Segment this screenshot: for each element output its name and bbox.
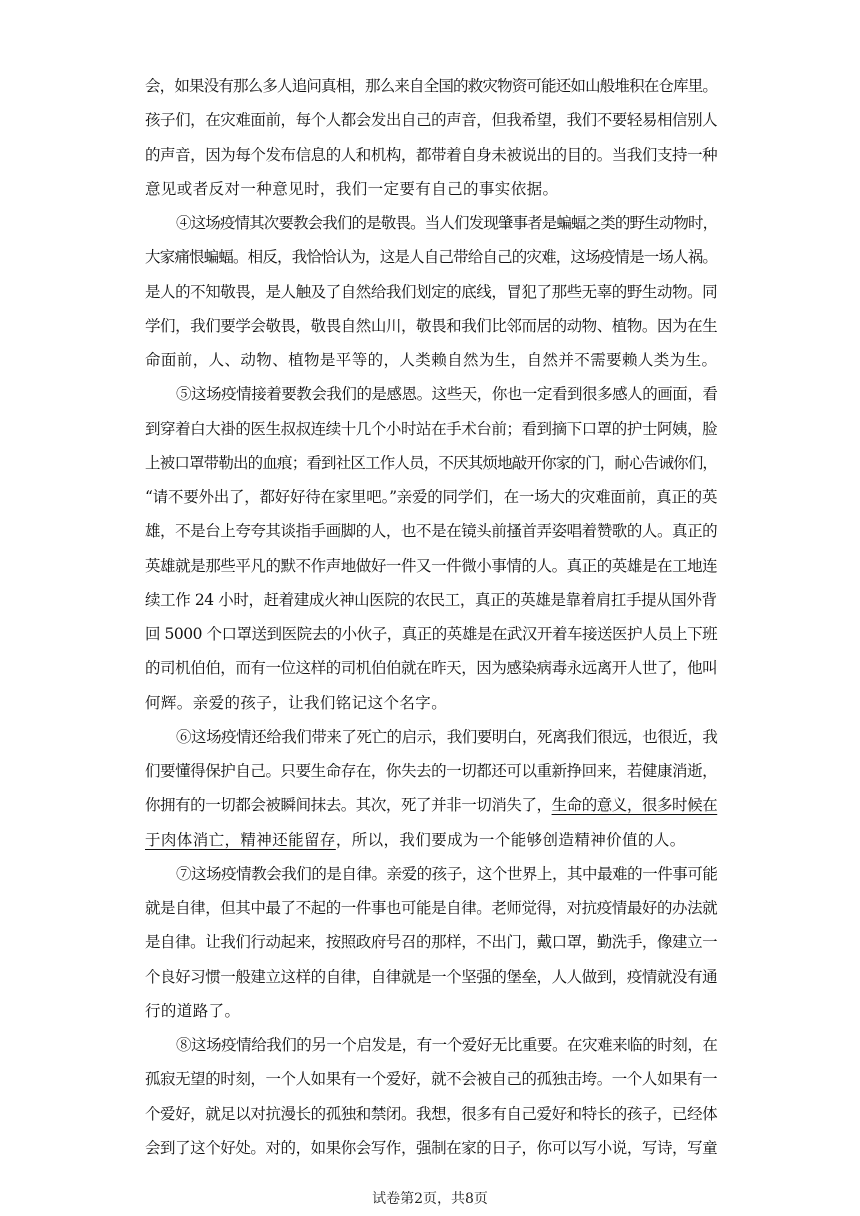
text-line: [145, 549, 717, 583]
text-line: [145, 994, 717, 1028]
text-segment: ⑧这场疫情给我们的另一个启发是，有一个爱好无比重要。在灾难来临的时刻，在: [176, 1036, 718, 1054]
text-segment: 会到了这个好处。对的，如果你会写作，强制在家的日子，你可以写小说，写诗，写童: [145, 1138, 718, 1157]
text-segment: 意见或者反对一种意见时，我们一定要有自己的事实依据。: [145, 179, 559, 198]
text-line: [145, 480, 717, 514]
text-line: [145, 446, 717, 480]
text-line: [145, 651, 717, 685]
document-body: [145, 69, 717, 1165]
text-segment: ④这场疫情其次要教会我们的是敬畏。当人们发现肇事者是蝙蝠之类的野生动物时，: [176, 214, 718, 232]
text-line: [145, 891, 717, 925]
text-line: [145, 583, 717, 617]
text-segment: 个爱好，就足以对抗漫长的孤独和禁闭。我想，很多有自己爱好和特长的孩子，已经体: [145, 1104, 718, 1123]
text-segment: ⑦这场疫情教会我们的是自律。亲爱的孩子，这个世界上，其中最难的一件事可能: [176, 864, 718, 883]
text-line: [145, 69, 717, 103]
text-line: [145, 309, 717, 343]
text-segment: 孩子们，在灾难面前，每个人都会发出自己的声音，但我希望，我们不要轻易相信别人: [145, 111, 718, 130]
text-segment: 学们，我们要学会敬畏，敬畏自然山川，敬畏和我们比邻而居的动物、植物。因为在生: [145, 316, 718, 335]
text-segment: 大家痛恨蝙蝠。相反，我恰恰认为，这是人自己带给自己的灾难，这场疫情是一场人祸。: [145, 248, 718, 267]
text-segment: 到穿着白大褂的医生叔叔连续十几个小时站在手术台前；看到摘下口罩的护士阿姨，脸: [145, 419, 718, 438]
text-segment: 个良好习惯一般建立这样的自律，自律就是一个坚强的堡垒，人人做到，疫情就没有通: [145, 967, 718, 986]
text-segment: 们要懂得保护自己。只要生命存在，你失去的一切都还可以重新挣回来，若健康消逝，: [145, 762, 718, 780]
text-line: [145, 1062, 717, 1096]
text-segment: 雄，不是台上夸夸其谈指手画脚的人，也不是在镜头前搔首弄姿唱着赞歌的人。真正的: [145, 522, 718, 541]
paragraph-first-line: [145, 377, 717, 411]
text-line: [145, 240, 717, 274]
text-line: [145, 343, 717, 377]
text-line: [145, 275, 717, 309]
text-line: [145, 823, 717, 857]
text-line: [145, 686, 717, 720]
paragraph-first-line: [145, 857, 717, 891]
text-segment: 回 5000 个口罩送到医院去的小伙子，真正的英雄是在武汉开着车接送医护人员上下班: [145, 625, 718, 643]
text-line: [145, 754, 717, 788]
text-segment: ⑥这场疫情还给我们带来了死亡的启示，我们要明白，死离我们很远，也很近，我: [176, 727, 718, 746]
paragraph-first-line: [145, 206, 717, 240]
text-segment: 就是自律，但其中最了不起的一件事也可能是自律。老师觉得，对抗疫情最好的办法就: [145, 899, 718, 917]
text-line: [145, 960, 717, 994]
text-segment: 的司机伯伯，而有一位这样的司机伯伯就在昨天，因为感染病毒永远离开人世了，他叫: [145, 659, 718, 678]
text-line: [145, 788, 717, 822]
text-line: [145, 1097, 717, 1131]
text-segment: 续工作 24 小时，赶着建成火神山医院的农民工，真正的英雄是靠着肩扛手提从国外背: [145, 590, 717, 609]
text-segment: 命面前，人、动物、植物是平等的，人类赖自然为生，自然并不需要赖人类为生。: [145, 351, 718, 369]
text-segment: 何辉。亲爱的孩子，让我们铭记这个名字。: [145, 693, 448, 712]
text-segment: 的声音，因为每个发布信息的人和机构，都带着自身未被说出的目的。当我们支持一种: [145, 145, 718, 164]
text-segment: 上被口罩带勒出的血痕；看到社区工作人员，不厌其烦地敲开你家的门，耐心告诫你们，: [145, 453, 718, 472]
text-segment: ，所以，我们要成为一个能够创造精神价值的人。: [335, 830, 686, 849]
text-line: [145, 1131, 717, 1165]
text-line: [145, 172, 717, 206]
text-line: [145, 617, 717, 651]
text-line: [145, 412, 717, 446]
text-segment: ⑤这场疫情接着要教会我们的是感恩。这些天，你也一定看到很多感人的画面，看: [176, 385, 718, 404]
text-segment: 会，如果没有那么多人追问真相，那么来自全国的救灾物资可能还如山般堆积在仓库里。: [145, 77, 718, 95]
text-line: [145, 514, 717, 548]
text-segment: 孤寂无望的时刻，一个人如果有一个爱好，就不会被自己的孤独击垮。一个人如果有一: [145, 1070, 718, 1089]
text-segment: 英雄就是那些平凡的默不作声地做好一件又一件微小事情的人。真正的英雄是在工地连: [145, 556, 718, 575]
text-segment: 是自律。让我们行动起来，按照政府号召的那样，不出门，戴口罩，勤洗手，像建立一: [145, 933, 718, 952]
underlined-text: 生命的意义，很多时候在: [551, 796, 718, 815]
text-segment: “请不要外出了，都好好待在家里吧。”亲爱的同学们，在一场大的灾难面前，真正的英: [145, 488, 718, 506]
text-line: [145, 925, 717, 959]
page-footer: 试卷第2页，共8页: [372, 1191, 488, 1207]
text-line: [145, 103, 717, 137]
underlined-text: 于肉体消亡，精神还能留存: [145, 830, 336, 849]
text-line: [145, 138, 717, 172]
text-segment: 是人的不知敬畏，是人触及了自然给我们划定的底线，冒犯了那些无辜的野生动物。同: [145, 282, 718, 301]
text-segment: 行的道路了。: [145, 1001, 241, 1020]
paragraph-first-line: [145, 720, 717, 754]
paragraph-first-line: [145, 1028, 717, 1062]
text-segment: 你拥有的一切都会被瞬间抹去。其次，死了并非一切消失了，: [145, 796, 552, 815]
